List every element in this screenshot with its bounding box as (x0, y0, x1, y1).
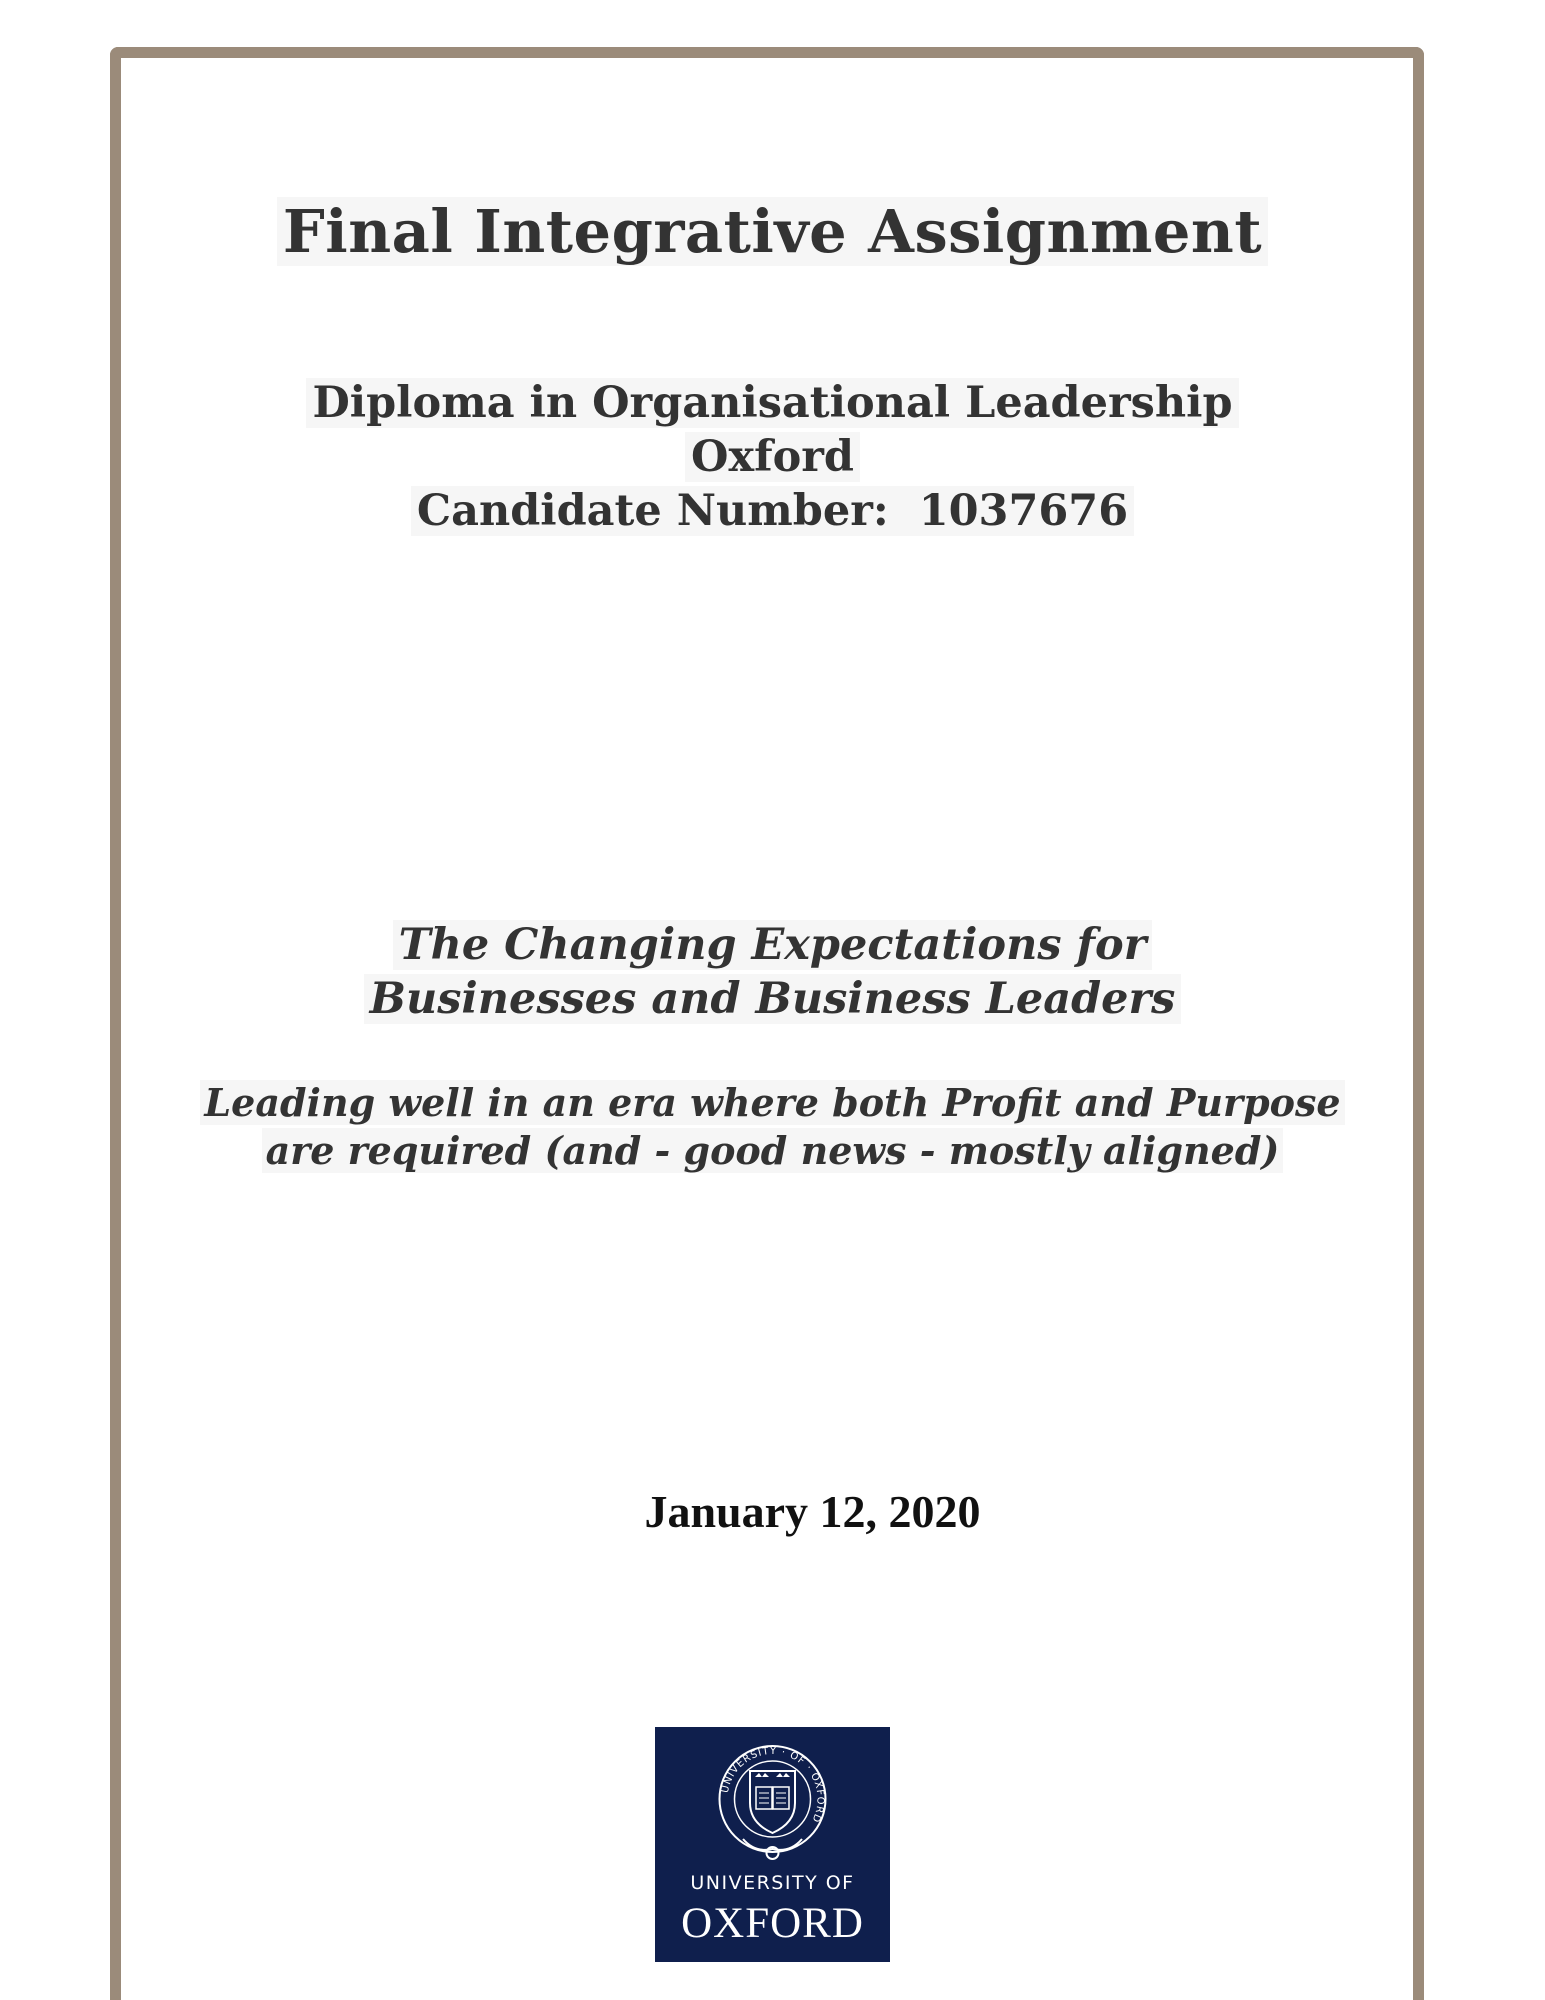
document-title-text: Final Integrative Assignment (277, 197, 1268, 266)
document-tagline (190, 1079, 1355, 1175)
logo-oxford: OXFORD (681, 1900, 864, 1947)
document-subtitle (0, 918, 1545, 1026)
program-name: Diploma in Organisational Leadership (306, 378, 1238, 428)
oxford-logo (655, 1727, 890, 1962)
seal-text: UNIVERSITY · OF · OXFORD (719, 1745, 826, 1825)
candidate-number: 1037676 (918, 486, 1129, 536)
oxford-crest-icon (715, 1741, 830, 1866)
candidate-number-line (411, 486, 1134, 536)
logo-university-of: UNIVERSITY OF (690, 1872, 855, 1894)
location: Oxford (685, 432, 860, 482)
candidate-label: Candidate Number: (416, 486, 889, 536)
document-meta (0, 376, 1545, 538)
document-title (0, 196, 1545, 268)
tagline-text: Leading well in an era where both Profit and Purpose are required (and - good news - mostly aligned) (200, 1080, 1344, 1173)
subtitle-line-2: Businesses and Business Leaders (364, 974, 1182, 1024)
document-date: January 12, 2020 (644, 1486, 981, 1537)
svg-text:UNIVERSITY · OF · OXFORD (720, 1746, 826, 1824)
subtitle-line-1: The Changing Expectations for (393, 920, 1153, 970)
